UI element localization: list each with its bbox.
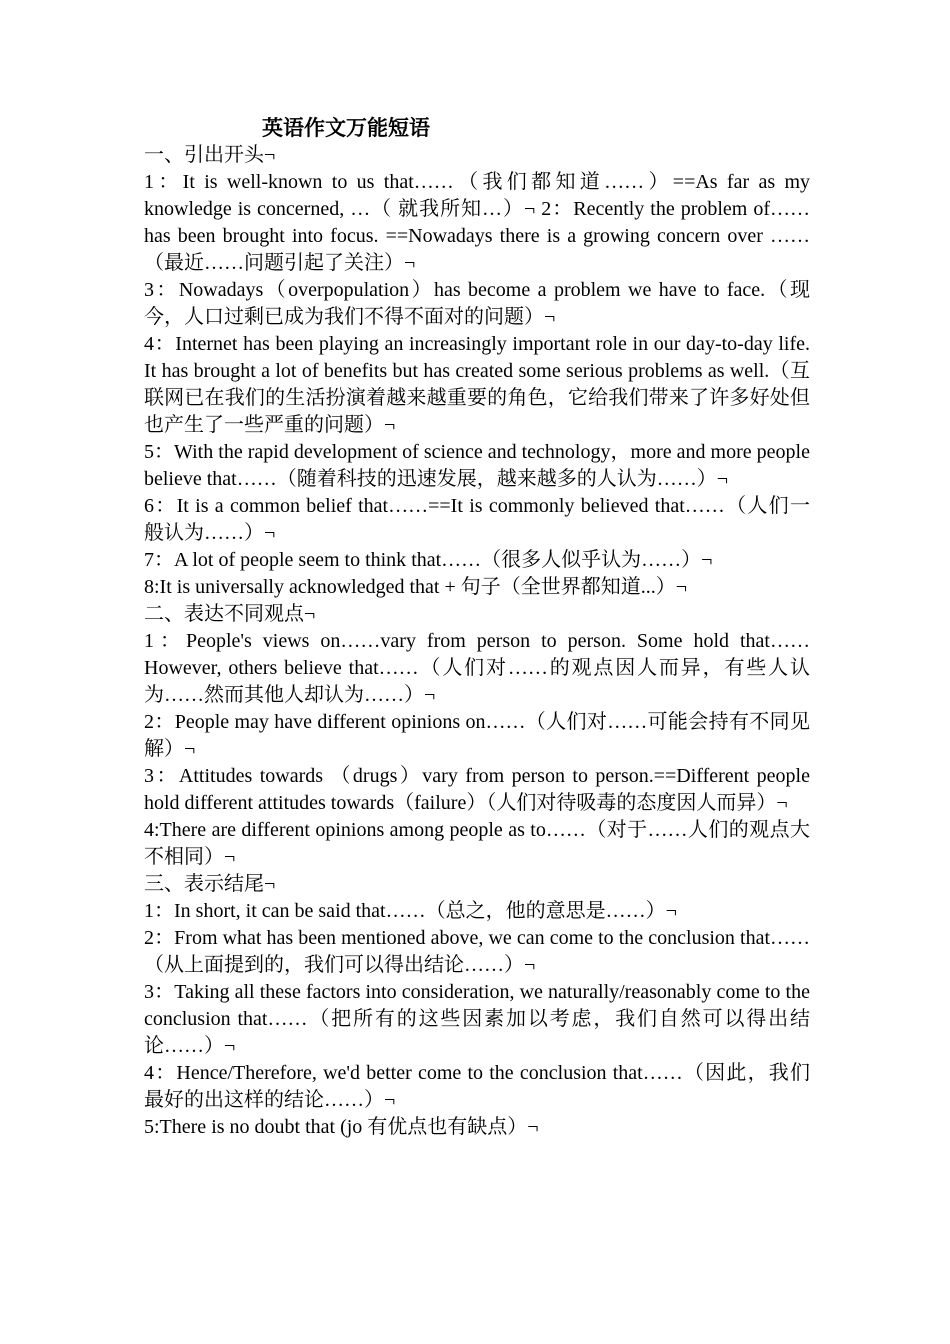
phrase-item: 3：Taking all these factors into consideration, we naturally/reasonably come to the conclusion that……（把所有的这些因素加以考虑，我们自然可以得出结论……）¬: [144, 981, 810, 1057]
section-different-views: [144, 601, 810, 871]
phrase-item: 8:It is universally acknowledged that + 句子（全世界都知道...）¬: [144, 576, 688, 598]
phrase-item: 7：A lot of people seem to think that……（很多人似乎认为……）¬: [144, 549, 713, 571]
phrase-item: 4：Hence/Therefore, we'd better come to the conclusion that……（因此，我们最好的出这样的结论……）¬: [144, 1062, 810, 1111]
phrase-item: 3：Attitudes towards （drugs）vary from person to person.==Different people hold different attitudes towards（failure）（人们对待吸毒的态度因人而异）¬: [144, 765, 810, 814]
phrase-item: 5:There is no doubt that (jo 有优点也有缺点）¬: [144, 1116, 539, 1138]
document-title: 英语作文万能短语: [262, 116, 430, 140]
phrase-item: 3：Nowadays（overpopulation）has become a problem we have to face.（现今，人口过剩已成为我们不得不面对的问题）¬: [144, 279, 810, 328]
document-page: [144, 114, 810, 1141]
phrase-item: 5：With the rapid development of science and technology，more and more people believe that……（随着科技的迅速发展，越来越多的人认为……）¬: [144, 441, 810, 490]
section-heading: 三、表示结尾¬: [144, 873, 276, 895]
section-heading: 一、引出开头¬: [144, 144, 276, 166]
section-conclusion: [144, 871, 810, 1141]
phrase-item: 4:There are different opinions among people as to……（对于……人们的观点大不相同）¬: [144, 819, 810, 868]
phrase-item: 2：People may have different opinions on……（人们对……可能会持有不同见解）¬: [144, 711, 810, 760]
phrase-item: 2：From what has been mentioned above, we can come to the conclusion that……（从上面提到的，我们可以得出结论……）¬: [144, 927, 810, 976]
phrase-item: 1：In short, it can be said that……（总之，他的意思是……）¬: [144, 900, 677, 922]
phrase-item: 6：It is a common belief that……==It is commonly believed that……（人们一般认为……）¬: [144, 495, 810, 544]
phrase-item: 4：Internet has been playing an increasingly important role in our day-to-day life. It has brought a lot of benefits but has created some serious problems as well.（互联网已在我们的生活扮演着越来越重要的角色，它给我们带来了许多好处但也产生了一些严重的问题）¬: [144, 333, 810, 436]
section-opening: [144, 142, 810, 601]
phrase-item: 1：People's views on……vary from person to person. Some hold that……However, others believe that……（人们对……的观点因人而异，有些人认为……然而其他人却认为……）¬: [144, 630, 810, 706]
section-heading: 二、表达不同观点¬: [144, 603, 316, 625]
phrase-item: 1：It is well-known to us that……（我们都知道……）==As far as my knowledge is concerned, …（ 就我所知…）¬ 2：Recently the problem of…… has been brought into focus. ==Nowadays there is a growing concern over ……（最近……问题引起了关注）¬: [144, 171, 810, 274]
